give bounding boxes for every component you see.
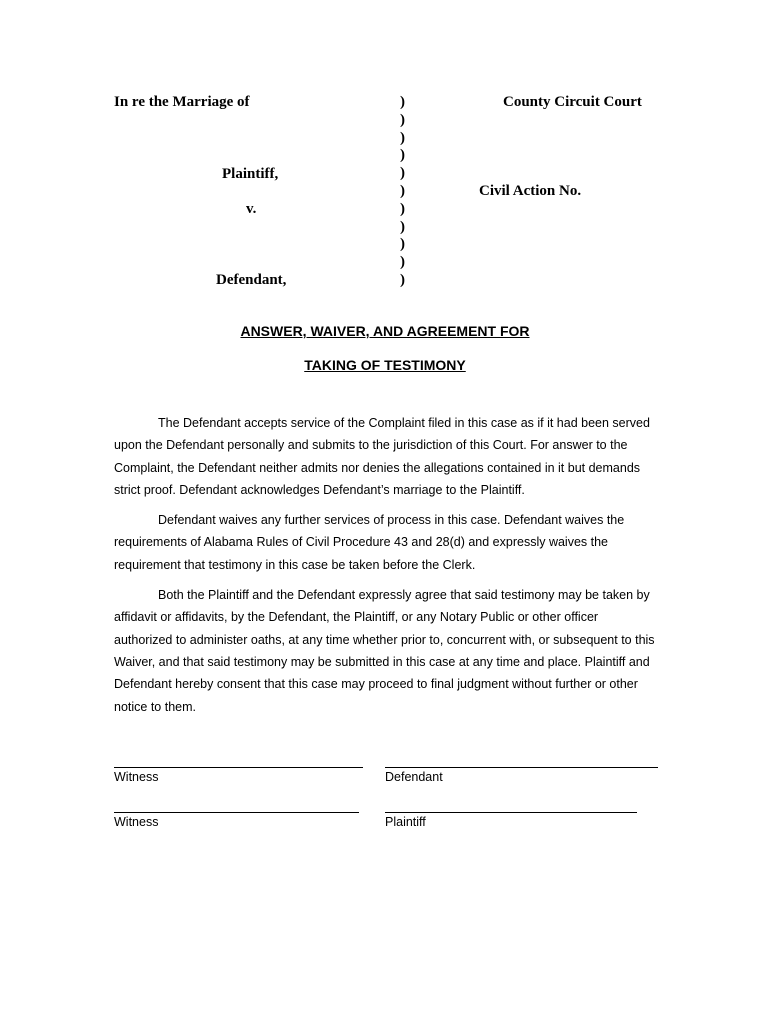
caption-paren: ) [400, 200, 405, 217]
plaintiff-signature-line[interactable] [385, 812, 637, 813]
caption-paren: ) [400, 111, 405, 128]
caption-paren: ) [400, 165, 405, 182]
caption-paren: ) [400, 147, 405, 164]
body-paragraph: Defendant waives any further services of process in this case. Defendant waives the requirements of Alabama Rules of Civil Procedure 43 and 28(d) and expressly waives the requirement that testimony in this case be taken before the Clerk. [114, 513, 625, 572]
caption-paren: ) [400, 94, 405, 110]
witness-1-signature-line[interactable] [114, 767, 363, 768]
defendant-signature-label: Defendant [385, 770, 443, 784]
caption-paren: ) [400, 254, 405, 271]
document-title-line-1 [0, 323, 770, 339]
civil-action-number-label: Civil Action No. [479, 183, 582, 199]
in-re-marriage-label: In re the Marriage of [114, 94, 250, 110]
caption-paren: ) [400, 236, 405, 253]
caption-paren: ) [400, 271, 405, 288]
versus-label: v. [246, 201, 257, 217]
defendant-signature-line[interactable] [385, 767, 658, 768]
caption-divider [400, 94, 412, 290]
caption-paren: ) [400, 218, 405, 235]
plaintiff-label: Plaintiff, [222, 166, 279, 182]
defendant-label: Defendant, [216, 272, 287, 288]
document-title-text: TAKING OF TESTIMONY [304, 357, 466, 373]
witness-2-signature-line[interactable] [114, 812, 359, 813]
body-paragraph: The Defendant accepts service of the Complaint filed in this case as if it had been served upon the Defendant personally and submits to the jurisdiction of this Court. For answer to the Complaint, the Defendant neither admits nor denies the allegations contained in it but demands strict proof. Defendant acknowledges Defendant’s marriage to the Plaintiff. [114, 416, 650, 497]
document-title-text: ANSWER, WAIVER, AND AGREEMENT FOR [240, 323, 530, 339]
witness-1-label: Witness [114, 770, 159, 784]
caption-paren: ) [400, 182, 405, 199]
court-name: County Circuit Court [503, 94, 642, 110]
document-title-line-2 [0, 357, 770, 373]
body-paragraph: Both the Plaintiff and the Defendant expressly agree that said testimony may be taken by affidavit or affidavits, by the Defendant, the Plaintiff, or any Notary Public or other officer authorized to administer oaths, at any time whether prior to, concurrent with, or subsequent to this Waiver, and that said testimony may be submitted in this case at any time and place. Plaintiff and Defendant hereby consent that this case may proceed to final judgment without further or other notice to them. [114, 588, 655, 714]
caption-paren: ) [400, 129, 405, 146]
document-body [114, 412, 659, 726]
plaintiff-signature-label: Plaintiff [385, 815, 426, 829]
witness-2-label: Witness [114, 815, 159, 829]
